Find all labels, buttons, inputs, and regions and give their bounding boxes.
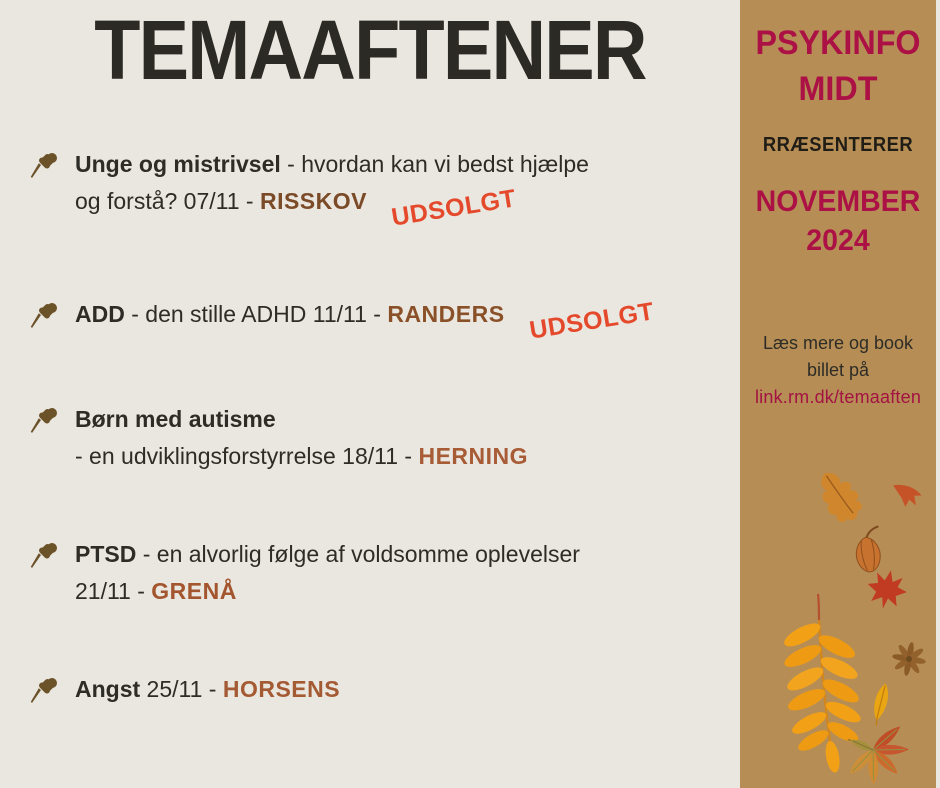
poster-title: TEMAAFTENER xyxy=(94,3,646,97)
brand-name xyxy=(745,20,931,112)
event-topic: ADD xyxy=(75,301,125,327)
event-desc: - en alvorlig følge af voldsomme oplevelser xyxy=(136,541,580,567)
call-to-action xyxy=(740,330,936,411)
cta-line1: Læs mere og book xyxy=(762,333,914,353)
event-item xyxy=(75,146,695,232)
oak-leaf-icon xyxy=(808,465,868,529)
star-anise-icon xyxy=(889,639,928,678)
brand-line2: MIDT xyxy=(798,70,878,108)
pushpin-icon xyxy=(28,149,62,183)
event-line2 xyxy=(75,438,695,475)
event-desc: 21/11 - xyxy=(75,578,152,604)
edition-year: 2024 xyxy=(806,224,870,257)
autumn-leaves-decoration xyxy=(740,440,936,788)
rowan-leaf-icon xyxy=(781,594,863,774)
red-maple-leaf-icon xyxy=(863,566,910,612)
event-topic: PTSD xyxy=(75,541,137,567)
pushpin-icon xyxy=(28,299,62,333)
brand-line1: PSYKINFO xyxy=(755,24,921,62)
event-city: HERNING xyxy=(418,443,529,469)
maple-leaf-fragment-icon xyxy=(889,483,923,510)
event-desc: 25/11 - xyxy=(140,676,223,702)
event-line2 xyxy=(75,183,695,232)
event-desc: - den stille ADHD 11/11 - xyxy=(124,301,388,327)
event-line1 xyxy=(75,401,695,438)
event-line1 xyxy=(75,671,695,708)
booking-link[interactable]: link.rm.dk/temaaften xyxy=(754,387,922,407)
physalis-icon xyxy=(853,526,885,573)
event-topic: Børn med autisme xyxy=(75,406,276,432)
event-line2 xyxy=(75,573,695,610)
sold-out-stamp: UDSOLGT xyxy=(527,297,656,345)
sold-out-stamp: UDSOLGT xyxy=(389,184,519,232)
event-city: GRENÅ xyxy=(151,578,237,604)
event-city: HORSENS xyxy=(222,676,341,702)
cta-line2: billet på xyxy=(806,360,870,380)
event-item xyxy=(75,536,695,610)
event-city: RISSKOV xyxy=(259,188,367,214)
pushpin-icon xyxy=(28,404,62,438)
presents-label: RRÆSENTERER xyxy=(762,134,914,156)
event-line1 xyxy=(75,296,695,345)
event-line1 xyxy=(75,536,695,573)
event-desc: - en udviklingsforstyrrelse 18/11 - xyxy=(75,443,419,469)
poster-sidebar xyxy=(740,0,936,788)
pushpin-icon xyxy=(28,539,62,573)
event-line1 xyxy=(75,146,695,183)
event-topic: Angst xyxy=(75,676,141,702)
yellow-leaf-icon xyxy=(869,682,891,727)
event-item xyxy=(75,401,695,475)
event-desc: - hvordan kan vi bedst hjælpe xyxy=(280,151,589,177)
event-item xyxy=(75,296,695,345)
event-item xyxy=(75,671,695,708)
edition-month: NOVEMBER xyxy=(755,185,921,218)
event-city: RANDERS xyxy=(387,301,505,327)
event-desc: og forstå? 07/11 - xyxy=(75,188,260,214)
pushpin-icon xyxy=(28,674,62,708)
event-topic: Unge og mistrivsel xyxy=(75,151,281,177)
edition-date xyxy=(745,182,931,260)
